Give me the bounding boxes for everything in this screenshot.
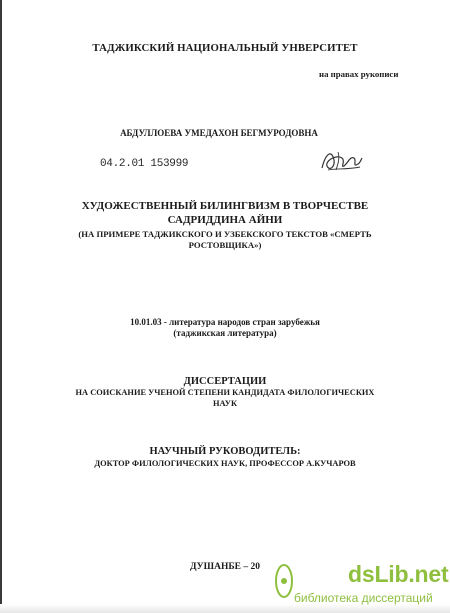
dissertation-heading: ДИССЕРТАЦИИ [183, 376, 267, 387]
dslib-logo-icon [274, 563, 294, 599]
stamp-number: 04.2.01 153999 [100, 158, 189, 170]
watermark-caption: библиотека диссертаций [294, 591, 433, 605]
specialty-code: 10.01.03 - литература народов стран зарубежья [130, 317, 320, 327]
subtitle-line-2: РОСТОВЩИКА») [188, 240, 262, 250]
title-line-2: САДРИДДИНА АЙНИ [167, 214, 283, 226]
specialty-name: (таджикская литература) [173, 328, 277, 338]
advisor-heading: НАУЧНЫЙ РУКОВОДИТЕЛЬ: [149, 446, 301, 457]
watermark[interactable] [274, 561, 450, 609]
degree-line-2: НАУК [212, 399, 238, 408]
scan-edge [0, 0, 2, 613]
degree-line-1: НА СОИСКАНИЕ УЧЕНОЙ СТЕПЕНИ КАНДИДАТА ФИЛОЛОГИЧЕСКИХ [75, 388, 375, 397]
watermark-name: dsLib.net [348, 561, 449, 587]
advisor-name: ДОКТОР ФИЛОЛОГИЧЕСКИХ НАУК, ПРОФЕССОР А.КУЧАРОВ [94, 459, 356, 468]
rights-note: на правах рукописи [319, 69, 399, 79]
university-name: ТАДЖИКСКИЙ НАЦИОНАЛЬНЫЙ УНВЕРСИТЕТ [92, 42, 358, 54]
title-line-1: ХУДОЖЕСТВЕННЫЙ БИЛИНГВИЗМ В ТВОРЧЕСТВЕ [81, 200, 369, 212]
city-year: ДУШАНБЕ – 20 [190, 562, 260, 572]
subtitle-line-1: (НА ПРИМЕРЕ ТАДЖИКСКОГО И УЗБЕКСКОГО ТЕКСТОВ «СМЕРТЬ [78, 229, 372, 239]
author-name: АБДУЛЛОЕВА УМЕДАХОН БЕГМУРОДОВНА [120, 128, 318, 138]
signature-icon [318, 146, 364, 176]
